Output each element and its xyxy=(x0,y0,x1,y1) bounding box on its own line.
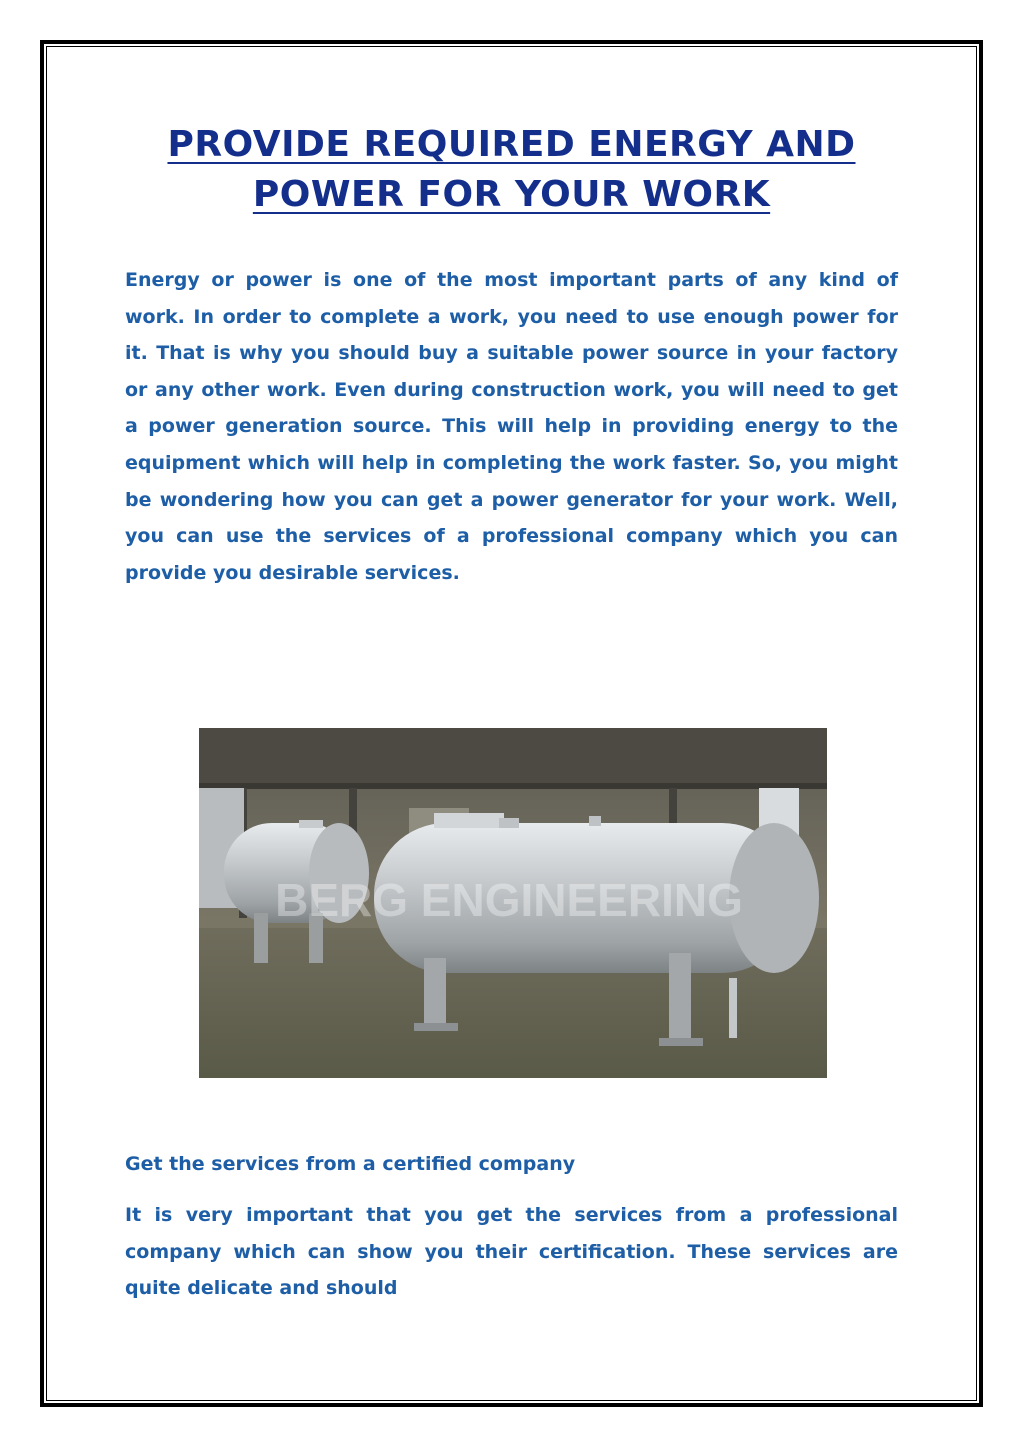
title-line-1: PROVIDE REQUIRED ENERGY AND xyxy=(167,124,856,165)
page-title xyxy=(100,120,923,220)
pressure-vessel-photo xyxy=(199,728,827,1078)
intro-paragraph: Energy or power is one of the most important parts of any kind of work. In order to complete a work, you need to use enough power for it. That is why you should buy a suitable power source in your factory or any other work. Even during construction work, you will need to get a power generation source. This will help in providing energy to the equipment which will help in completing the work faster. So, you might be wondering how you can get a power generator for your work. Well, you can use the services of a professional company which you can provide you desirable services. xyxy=(125,269,898,584)
section-subheading: Get the services from a certified company xyxy=(125,1153,576,1175)
photo-watermark: BERG ENGINEERING xyxy=(275,874,743,926)
certification-paragraph: It is very important that you get the services from a professional company which can show you their certification. These services are quite delicate and should xyxy=(125,1204,898,1300)
title-line-2: POWER FOR YOUR WORK xyxy=(252,174,771,215)
